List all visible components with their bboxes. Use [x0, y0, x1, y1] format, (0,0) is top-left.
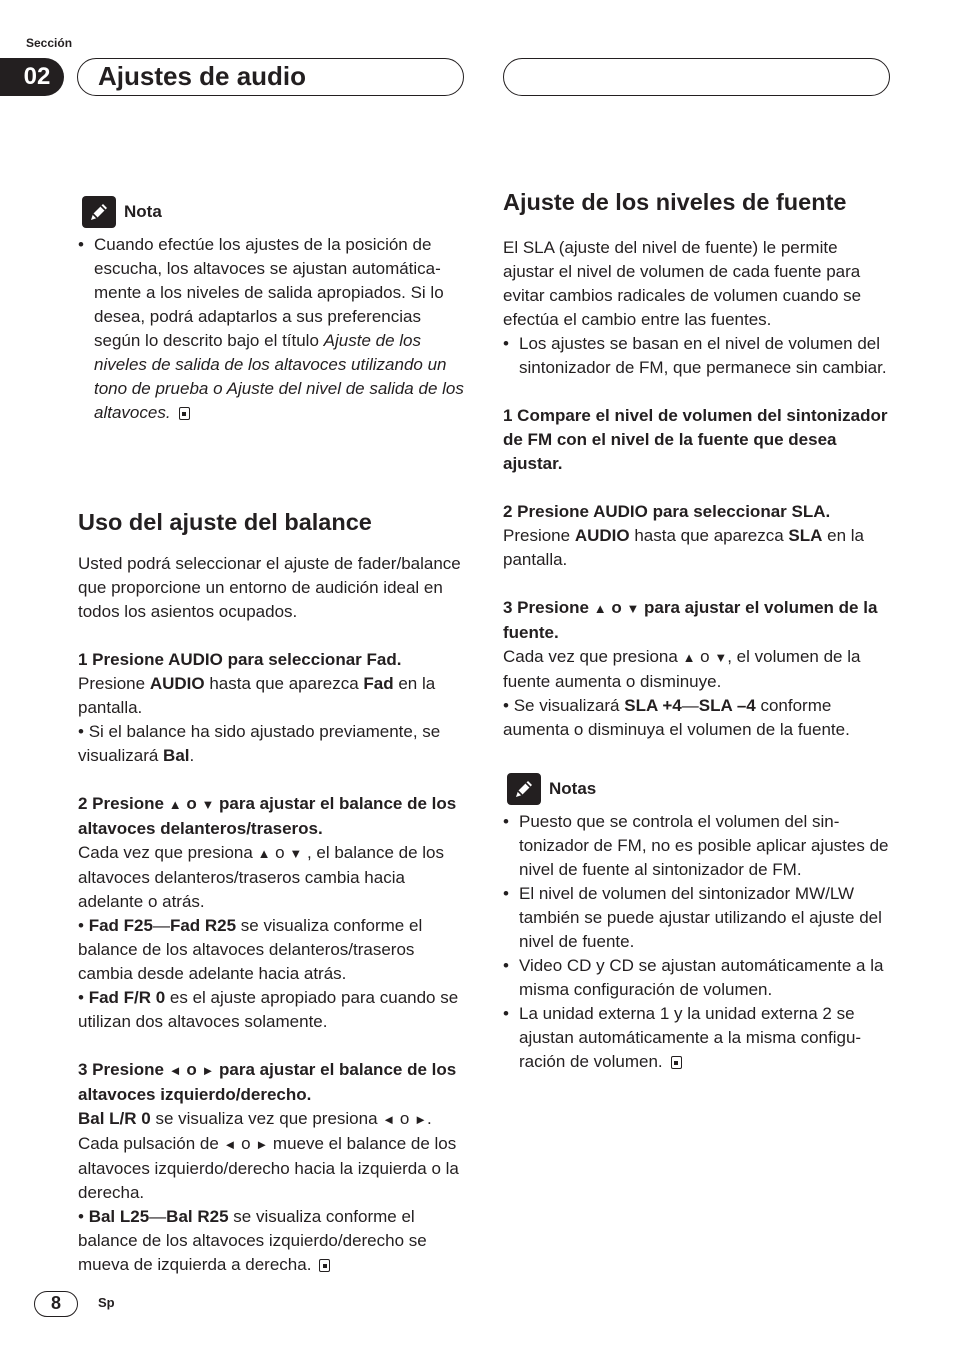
notes-item: • El nivel de volumen del sintonizador MW/LW también se puede ajustar utilizando el ajuste del nivel de fuente.	[503, 884, 882, 951]
pencil-note-icon	[507, 773, 541, 805]
left-arrow-icon: ◄	[382, 1112, 396, 1127]
balance-step-2-bullet-2: • Fad F/R 0 es el ajuste apropiado para cuando se utilizan dos altavoces solamente.	[78, 988, 459, 1031]
balance-intro: Usted podrá seleccionar el ajuste de fader/balance que proporcione un entorno de audición ideal en todos los asientos ocupados.	[78, 554, 461, 621]
end-mark-icon	[671, 1056, 682, 1069]
page-number: 8	[34, 1291, 78, 1317]
note-text: Cuando efectúe los ajustes de la posición de escucha, los altavoces se ajustan automáticamente a los niveles de salida apropiados. Si lo desea, podrá adaptarlos a sus preferencias según lo descrito bajo el título	[94, 235, 444, 350]
sla-step-2-text: Presione AUDIO hasta que aparezca SLA en la pantalla.	[503, 526, 864, 569]
balance-step-2-text: Cada vez que presiona ▲ o ▼ , el balance de los altavoces delanteros/traseros cambia hacia adelante o atrás.	[78, 843, 444, 911]
right-arrow-icon: ►	[255, 1137, 269, 1152]
right-column	[503, 187, 893, 1074]
sla-intro: El SLA (ajuste del nivel de fuente) le permite ajustar el nivel de volumen de cada fuente para evitar cambios radicales de volumen cuando se efectúa el cambio entre las fuentes.	[503, 238, 862, 329]
sla-step-2-title: 2 Presione AUDIO para seleccionar SLA.	[503, 502, 831, 521]
up-arrow-icon: ▲	[682, 650, 696, 665]
note-reference: Ajuste de los niveles de salida de los altavoces utilizando un tono de prueba o Ajuste del nivel de salida de los altavoces.	[94, 331, 464, 422]
up-arrow-icon: ▲	[257, 846, 271, 861]
up-arrow-icon: ▲	[168, 797, 182, 812]
notes-item: • Puesto que se controla el volumen del sintonizador de FM, no es posible aplicar ajustes de nivel de fuente al sintonizador de FM.	[503, 812, 889, 879]
balance-step-1-text: Presione AUDIO hasta que aparezca Fad en la pantalla.	[78, 674, 436, 717]
notes-header	[503, 772, 893, 806]
notes-label: Notas	[549, 779, 597, 798]
sla-step-3-bullet: • Se visualizará SLA +4—SLA –4 conforme aumenta o disminuya el volumen de la fuente.	[503, 696, 850, 739]
sla-step-3-title: 3 Presione ▲ o ▼ para ajustar el volumen de la fuente.	[503, 598, 878, 642]
balance-step-2-title: 2 Presione ▲ o ▼ para ajustar el balance de los altavoces delanteros/traseros.	[78, 794, 457, 838]
sla-step-3-text: Cada vez que presiona ▲ o ▼, el volumen de la fuente aumenta o disminuye.	[503, 647, 861, 691]
right-arrow-icon: ►	[201, 1063, 215, 1078]
section-label: Sección	[26, 36, 73, 50]
end-mark-icon	[319, 1259, 330, 1272]
end-mark-icon	[179, 407, 190, 420]
left-column	[78, 195, 468, 1277]
balance-heading: Uso del ajuste del balance	[78, 509, 372, 535]
balance-step-1-bullet: • Si el balance ha sido ajustado previamente, se visualizará Bal.	[78, 722, 441, 765]
notes-item: • Video CD y CD se ajustan automáticamente a la misma configuración de volumen.	[503, 956, 884, 999]
down-arrow-icon: ▼	[626, 601, 640, 616]
note-item: • Cuando efectúe los ajustes de la posición de escucha, los altavoces se ajustan automáticamente a los niveles de salida apropiados. Si lo desea, podrá adaptarlos a sus preferencias según lo descrito bajo el título Ajuste de los niveles de salida de los altavoces utilizando un tono de prueba o Ajuste del nivel de salida de los altavoces.	[78, 235, 464, 422]
down-arrow-icon: ▼	[714, 650, 728, 665]
empty-title-pill	[503, 58, 890, 96]
balance-step-1-title: 1 Presione AUDIO para seleccionar Fad.	[78, 650, 402, 669]
section-number-badge: 02	[0, 58, 64, 96]
balance-step-3-text-2: Cada pulsación de ◄ o ► mueve el balance de los altavoces izquierdo/derecho hacia la izquierda o la derecha.	[78, 1134, 459, 1202]
balance-step-3-text-1: Bal L/R 0 se visualiza vez que presiona ◄ o ►.	[78, 1109, 432, 1128]
right-arrow-icon: ►	[414, 1112, 427, 1127]
balance-step-2-bullet-1: • Fad F25—Fad R25 se visualiza conforme el balance de los altavoces delanteros/traseros cambia desde adelante hacia atrás.	[78, 916, 423, 983]
left-arrow-icon: ◄	[168, 1063, 182, 1078]
up-arrow-icon: ▲	[593, 601, 607, 616]
sla-heading: Ajuste de los niveles de fuente	[503, 189, 847, 215]
chapter-title: Ajustes de audio	[77, 58, 464, 96]
balance-step-3-bullet: • Bal L25—Bal R25 se visualiza conforme el balance de los altavoces izquierdo/derecho se mueva de izquierda a derecha.	[78, 1207, 427, 1274]
note-header	[78, 195, 468, 229]
down-arrow-icon: ▼	[201, 797, 215, 812]
sla-intro-bullet: • Los ajustes se basan en el nivel de volumen del sintonizador de FM, que permanece sin cambiar.	[503, 334, 887, 377]
note-label: Nota	[124, 202, 162, 221]
pencil-note-icon	[82, 196, 116, 228]
sla-step-1-title: 1 Compare el nivel de volumen del sintonizador de FM con el nivel de la fuente que desea ajustar.	[503, 406, 888, 473]
left-arrow-icon: ◄	[223, 1137, 237, 1152]
language-code: Sp	[98, 1295, 115, 1310]
notes-item: • La unidad externa 1 y la unidad externa 2 se ajustan automáticamente a la misma configuración de volumen.	[503, 1004, 862, 1071]
down-arrow-icon: ▼	[289, 846, 303, 861]
balance-step-3-title: 3 Presione ◄ o ► para ajustar el balance de los altavoces izquierdo/derecho.	[78, 1060, 457, 1104]
